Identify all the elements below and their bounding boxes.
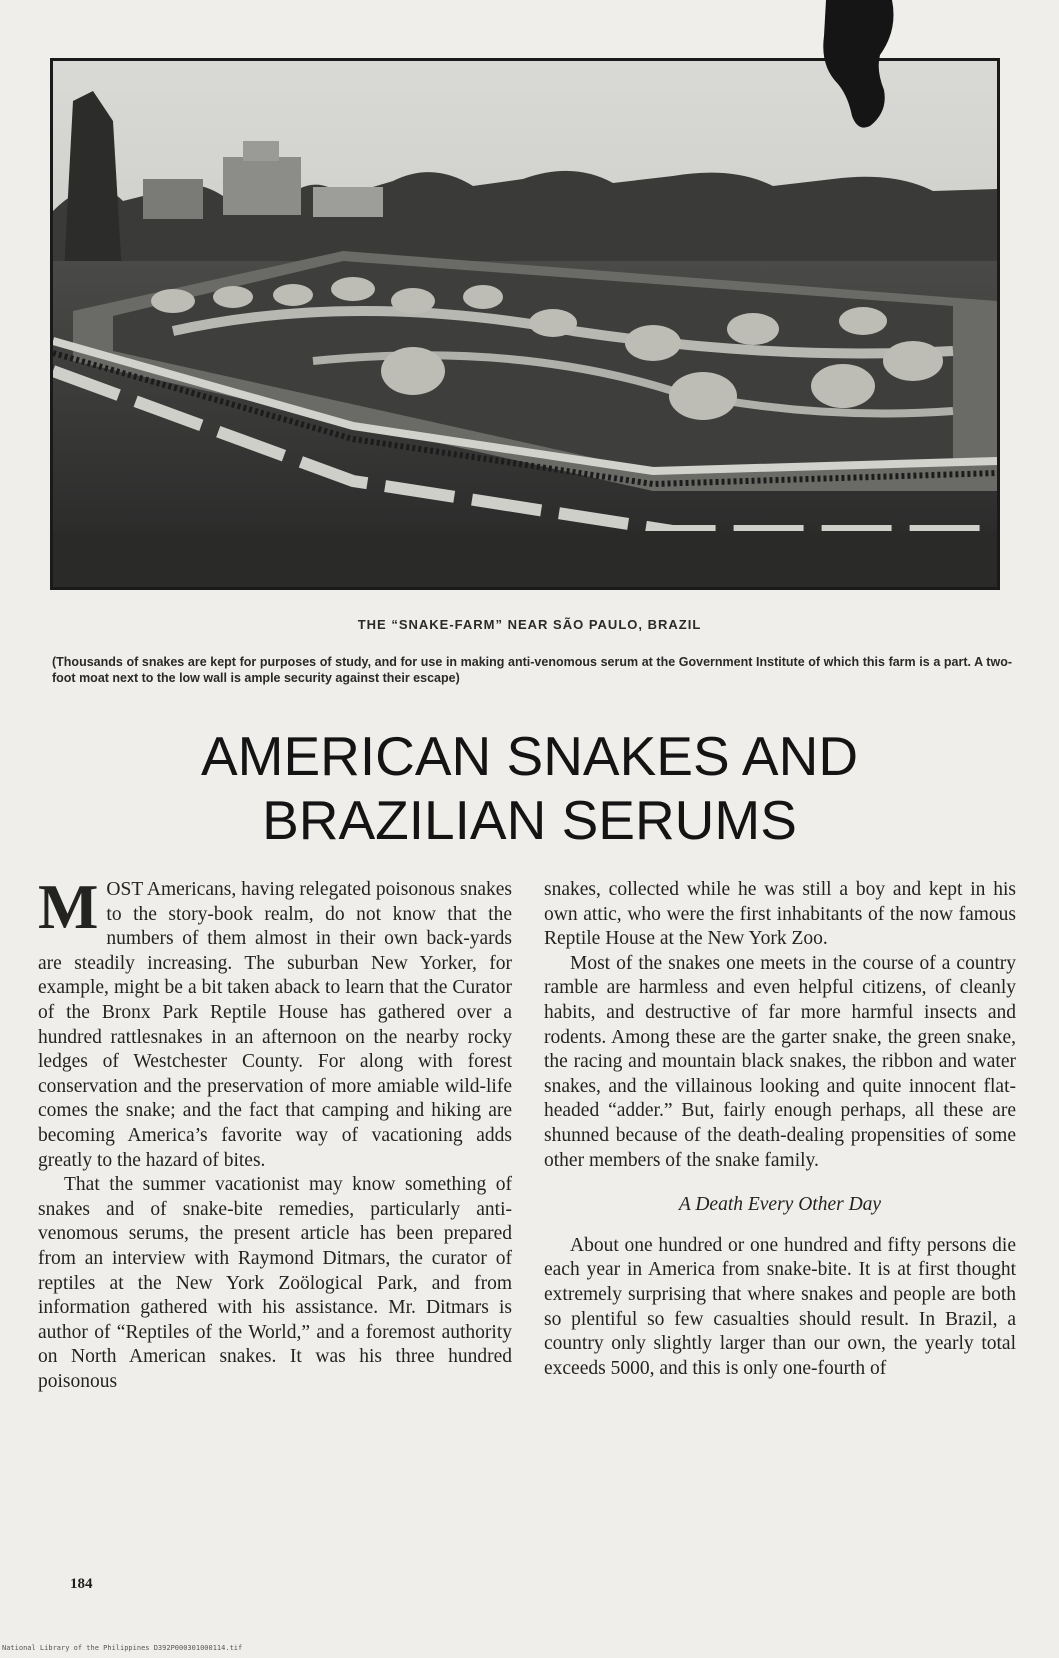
paragraph-3: Most of the snakes one meets in the course of a country ramble are harmless and even helpful citizens, of cleanly habits, and destructive of far more harmful insects and rodents. Among these are the garter snake, the green snake, the racing and mountain black snakes, the ribbon and water snakes, and the villainous looking and quite innocent flat-headed “adder.” But, fairly enough perhaps, all these are shunned because of the death-dealing propensities of some other members of the snake family. bbox=[544, 952, 1016, 1171]
figure-caption-title: THE “SNAKE-FARM” NEAR SÃO PAULO, BRAZIL bbox=[357, 617, 702, 632]
section-subhead: A Death Every Other Day bbox=[678, 1194, 882, 1216]
snake-farm-photo bbox=[50, 58, 1000, 590]
paragraph-2-continued: snakes, collected while he was still a boy and kept in his own attic, who were the first inhabitants of the now famous Reptile House at the New York Zoo. bbox=[544, 879, 1016, 950]
article-column-right bbox=[544, 878, 1016, 1381]
page-number: 184 bbox=[70, 1576, 93, 1592]
scan-footer: National Library of the Philippines D392P000301000114.tif bbox=[2, 1644, 243, 1652]
headline-line-1: AMERICAN SNAKES AND bbox=[200, 725, 859, 787]
paragraph-1 bbox=[38, 871, 512, 1173]
article-headline bbox=[0, 724, 1059, 852]
paragraph-2: That the summer vacationist may know something of snakes and of snake-bite remedies, particularly anti-venomous serums, the present article has been prepared from an interview with Raymond Ditmars, the curator of reptiles at the New York Zoölogical Park, and from information gathered with his assistance. Mr. Ditmars is author of “Reptiles of the World,” and a foremost authority on North American snakes. It was his three hundred poisonous bbox=[38, 1174, 512, 1392]
paragraph-4: About one hundred or one hundred and fifty persons die each year in America from snake-bite. It is at first thought extremely surprising that where snakes and people are both so plentiful so few casualties should result. In Brazil, a country only slightly larger than our own, the yearly total exceeds 5000, and this is only one-fourth of bbox=[544, 1234, 1016, 1379]
snake-farm-photo-drawing bbox=[53, 61, 997, 587]
ink-blot bbox=[818, 0, 900, 130]
drop-cap: M bbox=[38, 871, 99, 942]
paragraph-1-text: OST Americans, having relegated poisonous snakes to the story-book realm, do not know that the numbers of them almost in their own back-yards are steadily increasing. The suburban New Yorker, for example, might be a bit taken aback to learn that the Curator of the Bronx Park Reptile House has gathered over a hundred rattlesnakes in an afternoon on the nearby rocky ledges of Westchester County. For along with forest conservation and the preservation of more amiable wild-life comes the snake; and the fact that camping and hiking are becoming America’s favorite way of vacationing adds greatly to the hazard of bites. bbox=[38, 879, 512, 1171]
headline-line-2: BRAZILIAN SERUMS bbox=[262, 789, 797, 851]
article-column-left bbox=[38, 871, 512, 1394]
figure-caption-body: (Thousands of snakes are kept for purposes of study, and for use in making anti-venomous serum at the Government Institute of which this farm is a part. A two-foot moat next to the low wall is ample security against their escape) bbox=[52, 655, 1012, 685]
